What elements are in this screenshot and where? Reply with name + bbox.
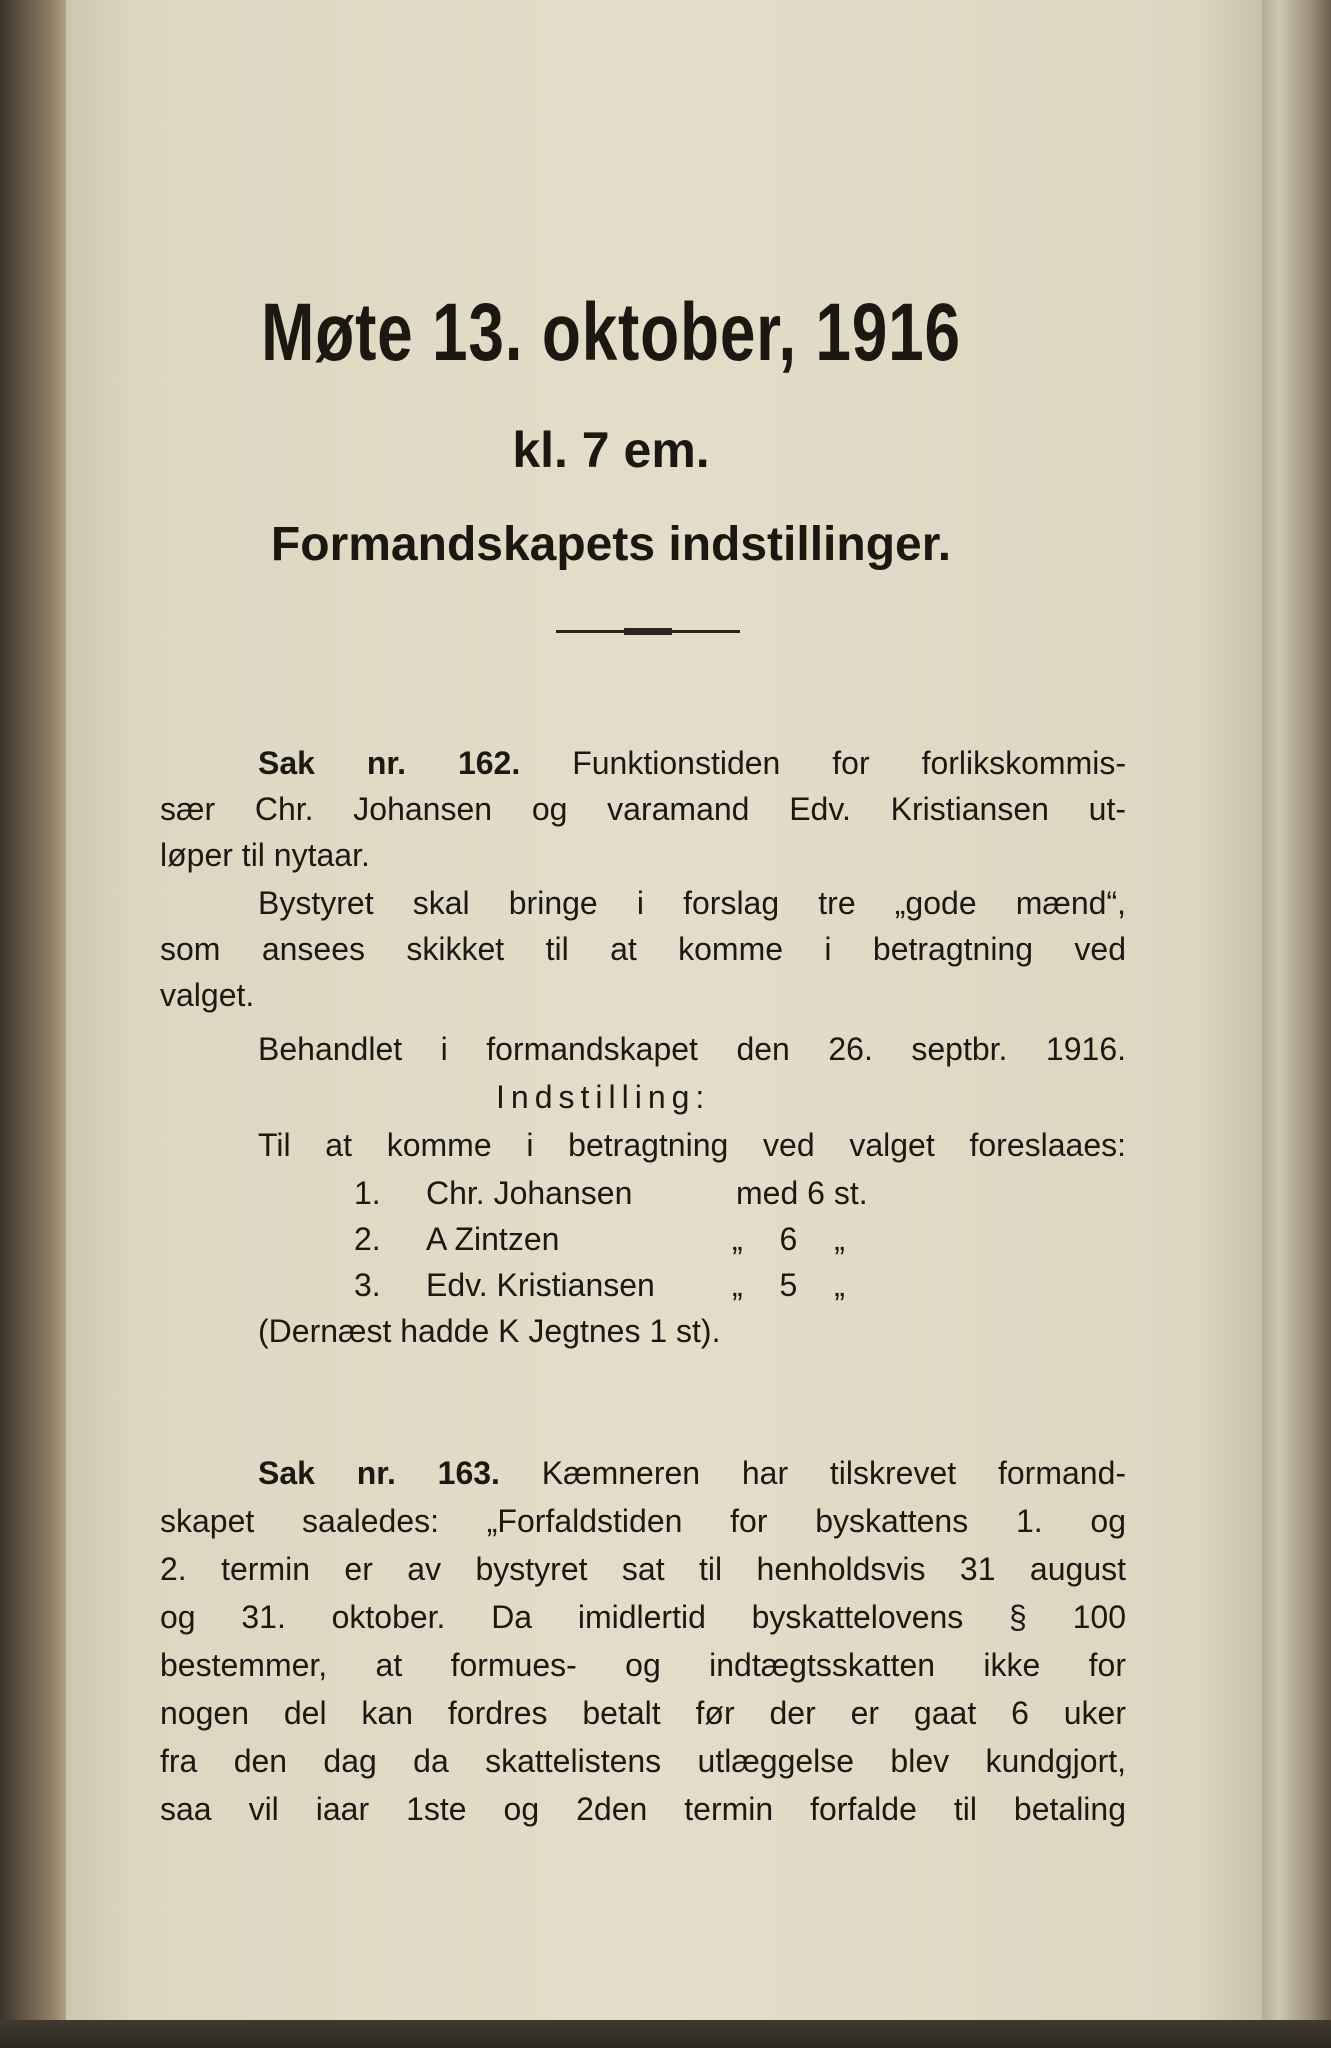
sak163-text: Kæmneren har tilskrevet formand- — [541, 1455, 1127, 1491]
section-subtitle: Formandskapets indstillinger. — [270, 518, 952, 571]
candidate-name-3: Edv. Kristiansen — [426, 1267, 655, 1303]
sak163-line-6: nogen del kan fordres betalt før der er gaat 6 uker — [160, 1695, 1126, 1731]
sak163-first-line — [258, 1450, 1126, 1496]
candidate-num-1: 1. — [354, 1175, 381, 1211]
book-spine — [0, 0, 70, 2048]
sak163-line-5: bestemmer, at formues- og indtægtsskatten ikke for — [160, 1647, 1126, 1683]
page-edge — [1262, 0, 1331, 2048]
sak162-label: Sak nr. 162. — [258, 745, 521, 781]
sak162-para2-line-1: Bystyret skal bringe i forslag tre „gode mænd“, — [258, 885, 1126, 921]
candidate-name-2: A Zintzen — [426, 1221, 560, 1257]
sak162-heading: Indstilling: — [496, 1079, 711, 1115]
meeting-title: Møte 13. oktober, 1916 — [261, 287, 961, 378]
candidate-votes-1: med 6 st. — [736, 1175, 868, 1211]
sak163-line-2: skapet saaledes: „Forfaldstiden for byskattens 1. og — [160, 1503, 1126, 1539]
ornamental-rule — [556, 630, 740, 633]
sak162-text: Funktionstiden for forlikskommis- — [572, 745, 1127, 781]
sak163-line-3: 2. termin er av bystyret sat til henholdsvis 31 august — [160, 1551, 1126, 1587]
candidate-name-1: Chr. Johansen — [426, 1175, 633, 1211]
sak162-first-line — [258, 740, 1126, 786]
candidate-votes-3: „ 5 „ — [732, 1267, 845, 1303]
bottom-strip — [0, 2020, 1331, 2048]
sak162-note: (Dernæst hadde K Jegtnes 1 st). — [258, 1313, 721, 1349]
sak162-treated: Behandlet i formandskapet den 26. septbr. 1916. — [258, 1031, 1126, 1067]
sak162-para2-line-2: som ansees skikket til at komme i betragtning ved — [160, 931, 1126, 967]
sak163-line-8: saa vil iaar 1ste og 2den termin forfalde til betaling — [160, 1791, 1126, 1827]
sak162-line-3: løper til nytaar. — [160, 837, 370, 873]
sak162-proposal: Til at komme i betragtning ved valget foreslaaes: — [258, 1127, 1126, 1163]
meeting-time: kl. 7 em. — [512, 422, 710, 478]
sak163-label: Sak nr. 163. — [258, 1455, 500, 1491]
candidate-num-2: 2. — [354, 1221, 381, 1257]
candidate-num-3: 3. — [354, 1267, 381, 1303]
sak162-line-2: sær Chr. Johansen og varamand Edv. Kristiansen ut- — [160, 791, 1126, 827]
sak163-line-7: fra den dag da skattelistens utlæggelse blev kundgjort, — [160, 1743, 1126, 1779]
sak162-para2-line-3: valget. — [160, 977, 255, 1013]
sak163-line-4: og 31. oktober. Da imidlertid byskattelovens § 100 — [160, 1599, 1126, 1635]
candidate-votes-2: „ 6 „ — [732, 1221, 845, 1257]
